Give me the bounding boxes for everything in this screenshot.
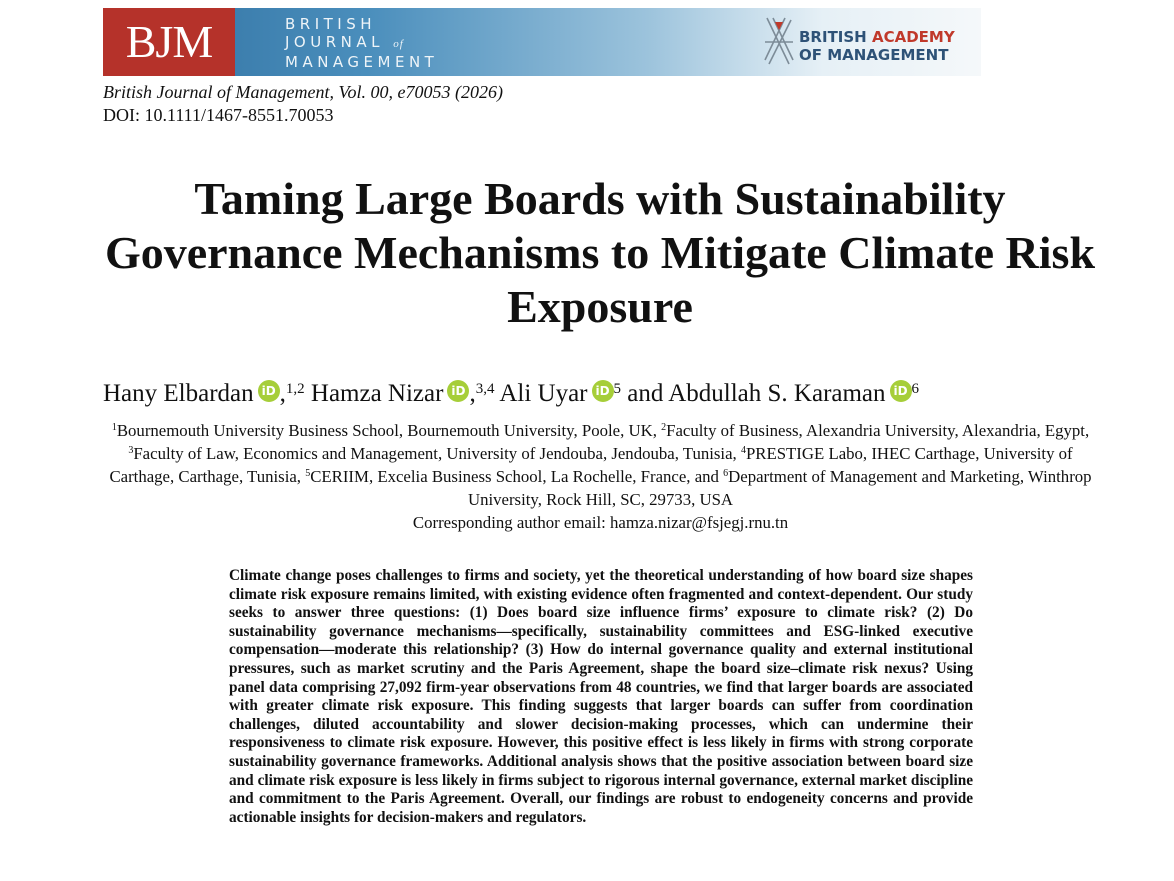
doi[interactable]: DOI: 10.1111/1467-8551.70053: [103, 105, 334, 125]
journal-name: [285, 15, 438, 71]
affiliation-text: Bournemouth University Business School, Bournemouth University, Poole, UK,: [116, 421, 662, 440]
affiliation-text: Faculty of Law, Economics and Management, University of Jendouba, Jendouba, Tunisia,: [133, 444, 741, 463]
orcid-icon[interactable]: iD: [890, 380, 912, 402]
abstract: Climate change poses challenges to firms and society, yet the theoretical understanding of how board size shapes climate risk exposure remains limited, with existing evidence often fragmented and context-dependent. Our study seeks to answer three questions: (1) Does board size influence firms’ exposure to climate risk? (2) Do sustainability governance mechanisms—specifically, sustainability committees and ESG-linked executive compensation—moderate this relationship? (3) How do internal governance quality and external institutional pressures, such as market scrutiny and the Paris Agreement, shape the board size–climate risk nexus? Using panel data comprising 27,092 firm-year observations from 48 countries, we find that larger boards are associated with greater climate risk exposure. This finding suggests that larger boards can suffer from coordination challenges, diluted accountability and slower decision-making processes, which can undermine their responsiveness to climate risk exposure. However, this positive effect is less likely in firms with strong corporate sustainability governance frameworks. Additional analysis shows that the positive association between board size and climate risk exposure is less likely in firms subject to rigorous internal governance, external market discipline and commitment to the Paris Agreement. Overall, our findings are robust to endogeneity concerns and provide actionable insights for decision-makers and regulators.: [229, 567, 973, 826]
affiliations: [103, 419, 1098, 534]
affiliation-number: 6: [723, 468, 729, 479]
affiliation-text: Faculty of Business, Alexandria University, Alexandria, Egypt,: [666, 421, 1090, 440]
author-affiliation-marker: 3,4: [475, 381, 495, 397]
author-affiliation-marker: 5: [613, 381, 621, 397]
author-name: Hamza Nizar: [310, 380, 444, 407]
bjm-logo: BJM: [103, 8, 235, 76]
academy-mark-icon: [763, 16, 795, 68]
academy-logo: [763, 16, 973, 68]
affiliation-text: CERIIM, Excelia Business School, La Rochelle, France, and: [310, 467, 724, 486]
journal-name-line2: JOURNAL of: [285, 33, 404, 51]
affiliation-text: Department of Management and Marketing, Winthrop University, Rock Hill, SC, 29733, USA: [467, 467, 1092, 509]
affiliation-number: 1: [111, 422, 117, 433]
affiliation-text: PRESTIGE Labo, IHEC Carthage, University of Carthage, Carthage, Tunisia,: [109, 444, 1073, 486]
corresponding-author[interactable]: Corresponding author email: hamza.nizar@fsjegj.rnu.tn: [412, 513, 789, 532]
academy-name: BRITISH ACADEMY OF MANAGEMENT: [799, 28, 955, 64]
affiliation-number: 2: [661, 422, 667, 433]
journal-name-of: of: [393, 38, 404, 50]
affiliation-number: 4: [740, 445, 746, 456]
author-list: Hany Elbardan iD ,$^{1,2}$ Hamza Nizar iD ,$^{3,4}$ Ali Uyar iD $^5$ and Abdullah S. Karaman iD $^6$: [103, 380, 920, 407]
author-affiliation-marker: 6: [911, 381, 920, 397]
author-name: Ali Uyar: [499, 380, 588, 407]
author-name: Abdullah S. Karaman: [668, 380, 886, 407]
journal-banner: [103, 8, 981, 76]
orcid-icon[interactable]: iD: [258, 380, 280, 402]
paper-title: Taming Large Boards with Sustainability Governance Mechanisms to Mitigate Climate Risk Exposure: [104, 173, 1096, 332]
affiliation-number: 3: [128, 445, 134, 456]
orcid-icon[interactable]: iD: [447, 380, 469, 402]
journal-name-line1: BRITISH: [285, 15, 377, 33]
journal-name-line3: MANAGEMENT: [285, 53, 439, 71]
affiliation-number: 5: [305, 468, 311, 479]
author-name: Hany Elbardan: [103, 380, 254, 407]
journal-citation: British Journal of Management, Vol. 00, e70053 (2026): [103, 82, 503, 102]
orcid-icon[interactable]: iD: [592, 380, 614, 402]
author-affiliation-marker: 1,2: [285, 381, 305, 397]
